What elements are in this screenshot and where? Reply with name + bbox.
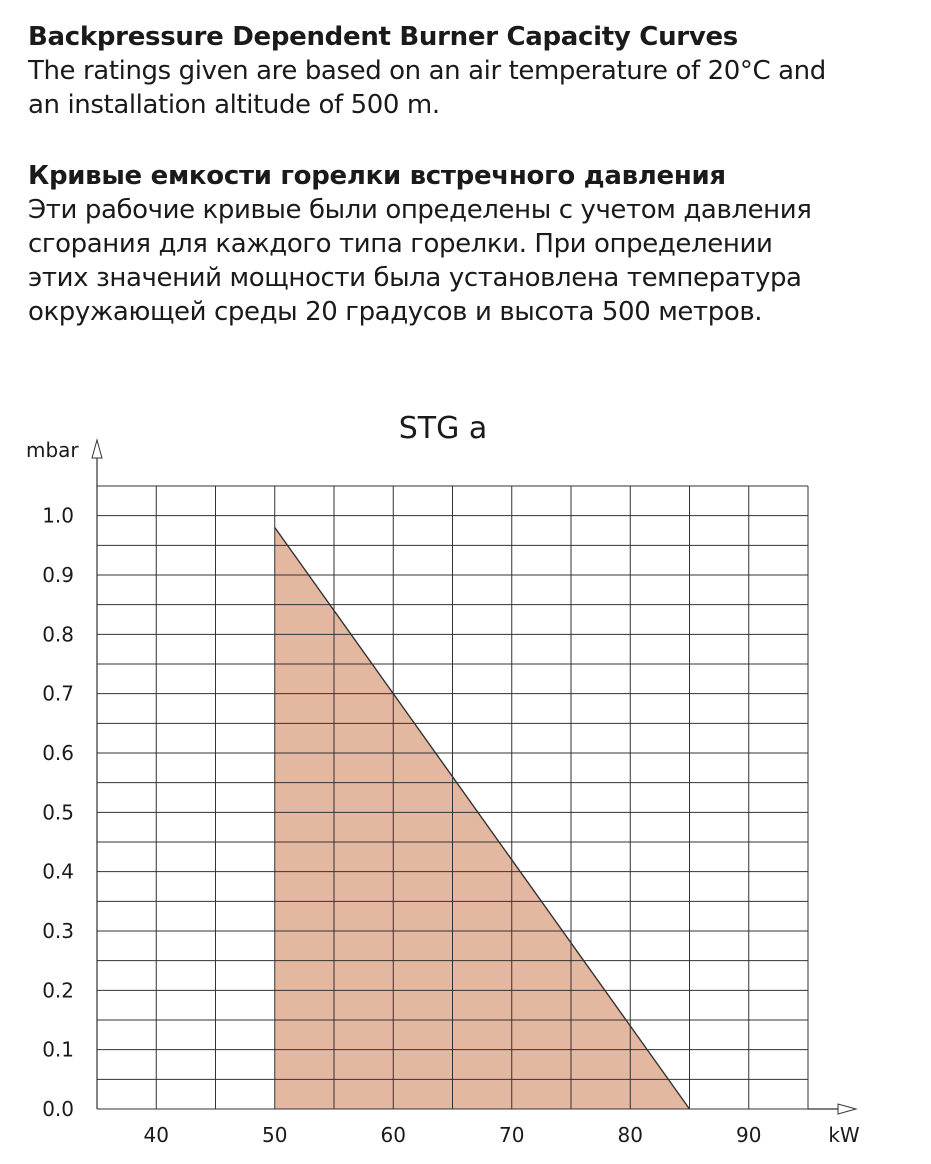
description-ru-line-3: этих значений мощности была установлена температура: [28, 263, 802, 293]
x-tick-label: 60: [380, 1123, 406, 1147]
working-field-layer: [275, 528, 690, 1110]
x-tick-label: 90: [736, 1123, 762, 1147]
description-en-line-2: an installation altitude of 500 m.: [28, 90, 440, 120]
y-tick-label: 0.6: [42, 741, 74, 765]
description-ru-line-1: Эти рабочие кривые были определены с учетом давления: [28, 195, 812, 225]
y-tick-label: 0.9: [42, 563, 74, 587]
y-tick-label: 0.5: [42, 800, 74, 825]
y-tick-label: 0.0: [42, 1097, 74, 1121]
x-tick-label: 40: [143, 1123, 169, 1147]
y-tick-label: 0.2: [42, 978, 74, 1003]
y-tick-label: 0.7: [42, 681, 74, 706]
y-tick-label: 0.3: [42, 919, 74, 943]
y-tick-label: 0.4: [42, 859, 74, 884]
title-ru: Кривые емкости горелки встречного давления: [28, 161, 726, 191]
capacity-chart: [0, 400, 931, 1164]
description-en-line-1: The ratings given are based on an air temperature of 20°C and: [28, 56, 826, 86]
description-ru-line-4: окружающей среды 20 градусов и высота 500 метров.: [28, 297, 763, 327]
y-axis-label: mbar: [26, 438, 79, 462]
header-ru: [28, 159, 908, 329]
header-en: [28, 20, 908, 122]
description-ru-line-2: сгорания для каждого типа горелки. При определении: [28, 229, 773, 259]
grid: [97, 486, 808, 1109]
x-tick-label: 70: [499, 1123, 525, 1147]
x-tick-label: 80: [617, 1123, 643, 1147]
y-tick-label: 1.0: [42, 503, 74, 528]
x-axis-arrow-icon: [838, 1104, 856, 1114]
title-en: Backpressure Dependent Burner Capacity Curves: [28, 22, 738, 52]
y-tick-label: 0.8: [42, 622, 74, 647]
x-tick-label: 50: [262, 1123, 288, 1147]
x-axis-label: kW: [828, 1123, 860, 1147]
chart-title: STG a: [398, 411, 488, 446]
y-axis-arrow-icon: [92, 440, 102, 458]
y-tick-label: 0.1: [42, 1037, 74, 1062]
